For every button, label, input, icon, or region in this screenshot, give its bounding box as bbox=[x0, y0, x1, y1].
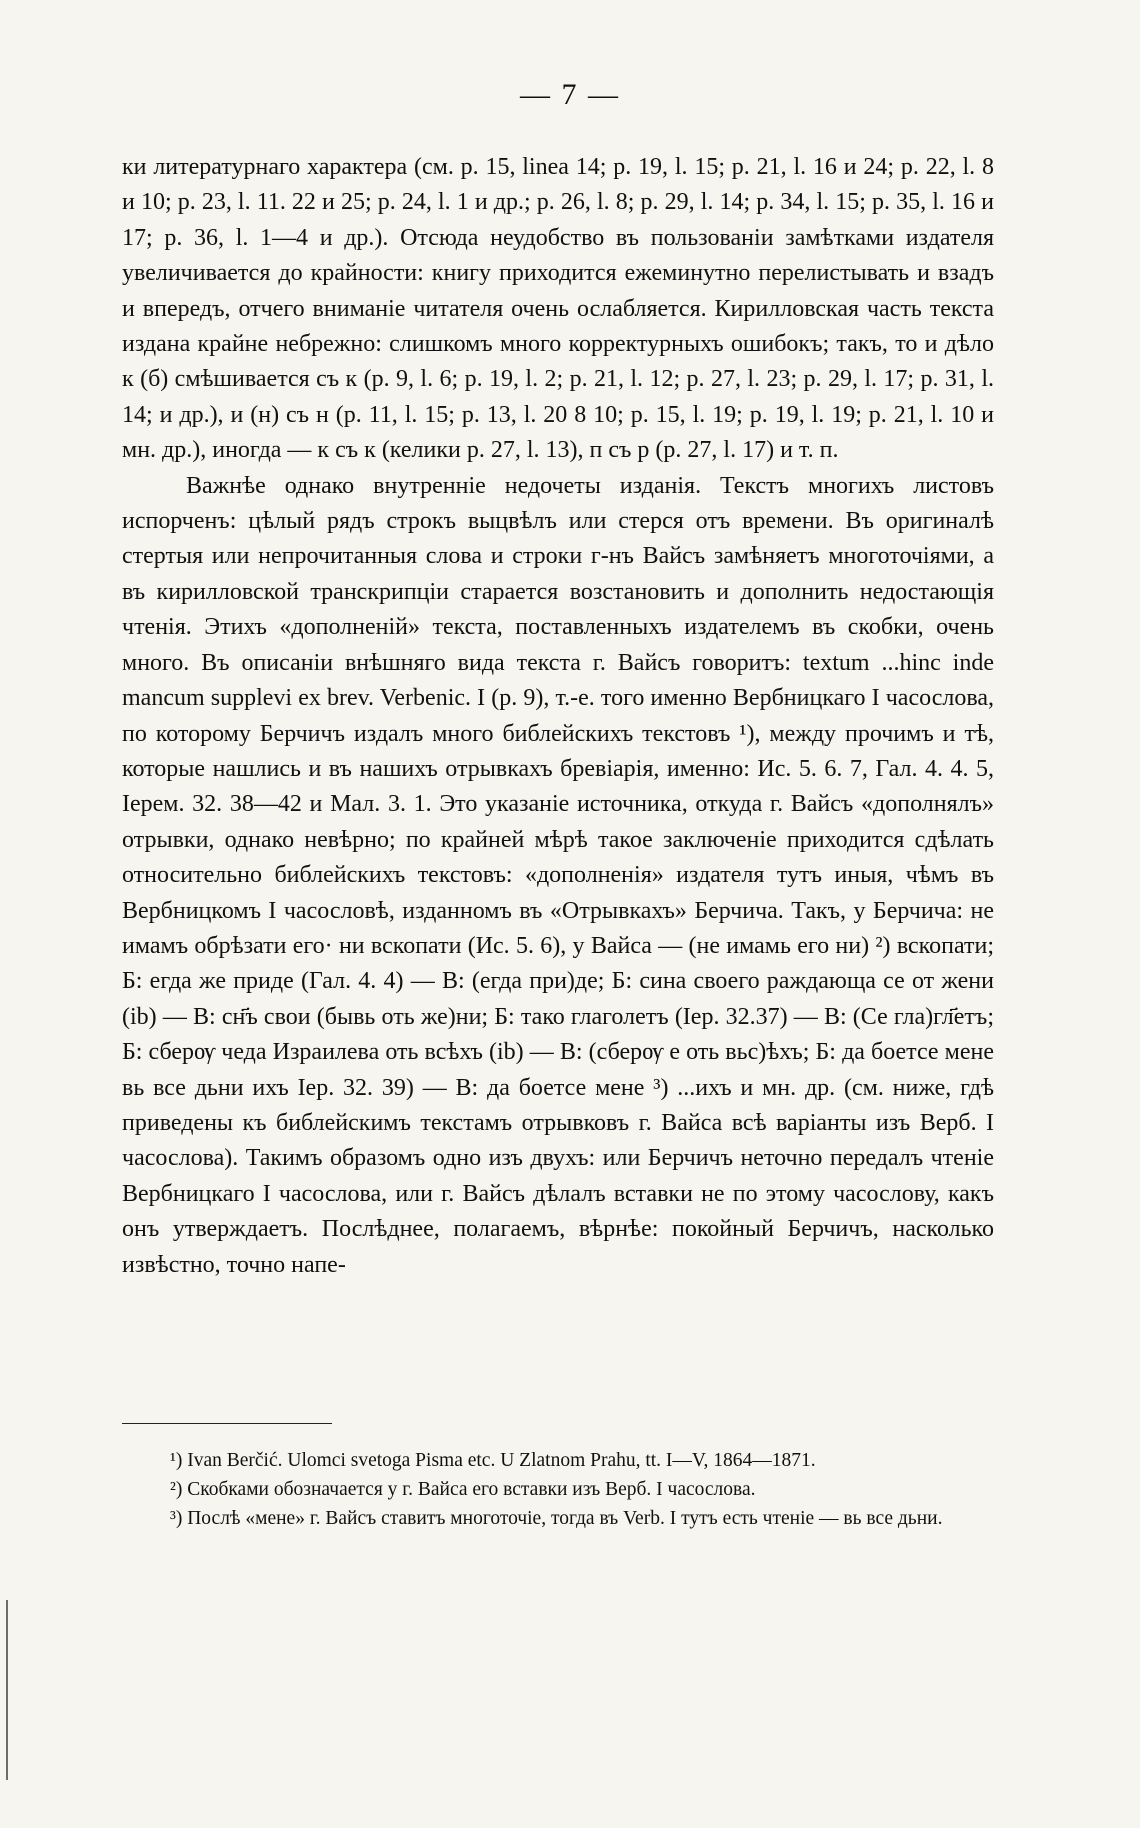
footnote-2: ²) Скобками обозначается у г. Вайса его вставки изъ Верб. I часослова. bbox=[170, 1479, 756, 1500]
footnotes bbox=[122, 1446, 994, 1533]
body-text bbox=[122, 150, 994, 1283]
paragraph-continued: ки литературнаго характера (см. p. 15, linea 14; p. 19, l. 15; p. 21, l. 16 и 24; p. 22, l. 8 и 10; p. 23, l. 11. 22 и 25; p. 24, l. 1 и др.; p. 26, l. 8; p. 29, l. 14; p. 34, l. 15; p. 35, l. 16 и 17; p. 36, l. 1—4 и др.). Отсюда неудобство въ пользованіи замѣтками издателя увеличивается до крайности: книгу приходится ежеминутно перелистывать и взадъ и впередъ, отчего вниманіе читателя очень ослабляется. Кирилловская часть текста издана крайне небрежно: слишкомъ много корректурныхъ ошибокъ; такъ, то и дѣло к (б) смѣшивается съ к (p. 9, l. 6; p. 19, l. 2; p. 21, l. 12; p. 27, l. 23; p. 29, l. 17; p. 31, l. 14; и др.), и (н) съ н (p. 11, l. 15; p. 13, l. 20 8 10; p. 15, l. 19; p. 19, l. 19; p. 21, l. 10 и мн. др.), иногда — к съ к (келики p. 27, l. 13), п съ р (p. 27, l. 17) и т. п. bbox=[122, 154, 994, 464]
footnote-1: ¹) Ivan Berčić. Ulomci svetoga Pisma etc. U Zlatnom Prahu, tt. I—V, 1864—1871. bbox=[170, 1450, 816, 1471]
footnote-3: ³) Послѣ «мене» г. Вайсъ ставитъ многоточіе, тогда въ Verb. I тутъ есть чтеніе — вь все дьни. bbox=[170, 1508, 943, 1529]
paragraph-main: Важнѣе однако внутренніе недочеты изданія. Текстъ многихъ листовъ испорченъ: цѣлый рядъ строкъ выцвѣлъ или стерся отъ времени. Въ оригиналѣ стертыя или непрочитанныя слова и строки г-нъ Вайсъ замѣняетъ многоточіями, а въ кирилловской транскрипціи старается возстановить и дополнить недостающія чтенія. Этихъ «дополненій» текста, поставленныхъ издателемъ въ скобки, очень много. Въ описаніи внѣшняго вида текста г. Вайсъ говоритъ: textum ...hinc inde mancum supplevi ex brev. Verbenic. I (p. 9), т.-е. того именно Вербницкаго I часослова, по которому Берчичъ издалъ много библейскихъ текстовъ ¹), между прочимъ и тѣ, которые нашлись и въ нашихъ отрывкахъ бревіарія, именно: Ис. 5. 6. 7, Гал. 4. 4. 5, Іерем. 32. 38—42 и Мал. 3. 1. Это указаніе источника, откуда г. Вайсъ «дополнялъ» отрывки, однако невѣрно; по крайней мѣрѣ такое заключеніе приходится сдѣлать относительно библейскихъ текстовъ: «дополненія» издателя тутъ иныя, чѣмъ въ Вербницкомъ I часословѣ, изданномъ въ «Отрывкахъ» Берчича. Такъ, у Берчича: не имамъ обрѣзати его· ни вскопати (Ис. 5. 6), у Вайса — (не имамь его ни) ²) вскопати; Б: егда же приде (Гал. 4. 4) — В: (егда при)де; Б: сина своего раждающа се от жени (ib) — В: сн҃ъ свои (бывь оть же)ни; Б: тако глаголетъ (Іер. 32.37) — В: (Се гла)гл҃етъ; Б: сберѹ чеда Израилева оть всѣхъ (ib) — В: (сберѹ е оть вьс)ѣхъ; Б: да боетсе мене вь все дьни ихъ Іер. 32. 39) — В: да боетсе мене ³) ...ихъ и мн. др. (см. ниже, гдѣ приведены къ библейскимъ текстамъ отрывковъ г. Вайса всѣ варіанты изъ Верб. I часослова). Такимъ образомъ одно изъ двухъ: или Берчичъ неточно передалъ чтеніе Вербницкаго I часослова, или г. Вайсъ дѣлалъ вставки не по этому часослову, какъ онъ утверждаетъ. Послѣднее, полагаемъ, вѣрнѣе: покойный Берчичъ, насколько извѣстно, точно напе- bbox=[122, 472, 994, 1278]
footnote-divider bbox=[122, 1423, 332, 1424]
binding-edge-mark bbox=[6, 1600, 11, 1780]
page-number: — 7 — bbox=[520, 78, 620, 111]
